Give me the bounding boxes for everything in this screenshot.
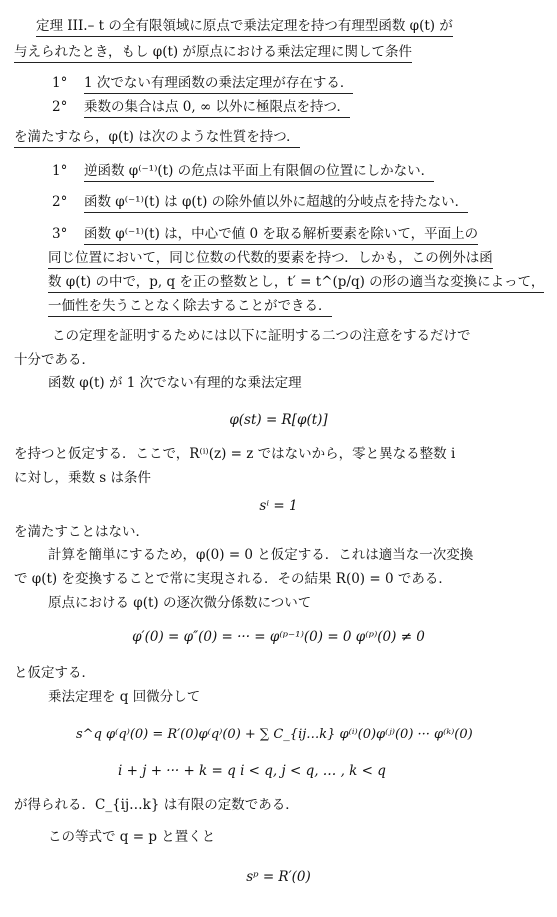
property-3-line-2: 同じ位置において，同じ位数の代数的要素を持つ．しかも，この例外は函 — [48, 249, 493, 269]
equation-1: φ(st) = R[φ(t)] — [229, 412, 328, 428]
paragraph-5-line-2: で φ(t) を変換することで常に実現される．その結果 R(0) = 0 である． — [14, 571, 452, 587]
paragraph-5-line-1: 計算を簡単にするため，φ(0) = 0 と仮定する．これは適当な一次変換 — [48, 547, 474, 563]
paragraph-3-line-1: を持つと仮定する．ここで，R⁽ⁱ⁾(z) = z ではないから，零と異なる整数 i — [14, 446, 456, 462]
paragraph-8: 乗法定理を q 回微分して — [48, 689, 201, 705]
equation-6: sᵖ = R′(0) — [246, 869, 311, 885]
theorem-line-3: を満たすなら，φ(t) は次のような性質を持つ． — [14, 128, 300, 148]
condition-1-number: 1° — [52, 75, 68, 91]
paragraph-9: が得られる．C_{ij…k} は有限の定数である． — [14, 797, 299, 813]
property-1-text: 逆函数 φ⁽⁻¹⁾(t) の危点は平面上有限個の位置にしかない． — [84, 162, 434, 182]
property-3-line-3: 数 φ(t) の中で，p, q を正の整数とし，t′ = t^(p/q) の形の適当な変換によって， — [48, 273, 544, 293]
equation-3: φ′(0) = φ″(0) = ··· = φ⁽ᵖ⁻¹⁾(0) = 0 φ⁽ᵖ⁾(0) ≠ 0 — [132, 629, 425, 645]
theorem-line-2: 与えられたとき，もし φ(t) が原点における乗法定理に関して条件 — [14, 43, 412, 63]
condition-2-text: 乗数の集合は点 0, ∞ 以外に極限点を持つ． — [84, 98, 350, 118]
property-3-line-1: 函数 φ⁽⁻¹⁾(t) は，中心で値 0 を取る解析要素を除いて，平面上の — [84, 225, 478, 245]
paragraph-1-line-1: この定理を証明するためには以下に証明する二つの注意をするだけで — [52, 328, 471, 344]
property-3-line-4: 一価性を失うことなく除去することができる． — [48, 297, 332, 317]
paragraph-3-line-2: に対し，乗数 s は条件 — [14, 470, 152, 486]
condition-2-number: 2° — [52, 99, 68, 115]
paragraph-4: を満たすことはない． — [14, 524, 149, 540]
equation-5: i + j + ··· + k = q i < q, j < q, … , k < q — [118, 763, 386, 779]
paragraph-10: この等式で q = p と置くと — [48, 829, 216, 845]
paragraph-1-line-2: 十分である． — [14, 352, 95, 368]
paragraph-6: 原点における φ(t) の逐次微分係数について — [48, 595, 312, 611]
equation-4: s^q φ⁽q⁾(0) = R′(0)φ⁽q⁾(0) + ∑ C_{ij…k} φ⁽ⁱ⁾(0)φ⁽ʲ⁾(0) ··· φ⁽ᵏ⁾(0) — [76, 727, 473, 742]
theorem-line-1: 定理 III.– t の全有限領域に原点で乗法定理を持つ有理型函数 φ(t) が — [36, 17, 453, 37]
equation-2: sⁱ = 1 — [259, 498, 298, 514]
condition-1-text: 1 次でない有理函数の乗法定理が存在する． — [84, 74, 353, 94]
paragraph-2: 函数 φ(t) が 1 次でない有理的な乗法定理 — [48, 375, 302, 391]
paragraph-7: と仮定する． — [14, 665, 95, 681]
property-2-number: 2° — [52, 194, 68, 210]
property-1-number: 1° — [52, 163, 68, 179]
property-2-text: 函数 φ⁽⁻¹⁾(t) は φ(t) の除外値以外に超越的分岐点を持たない． — [84, 193, 468, 213]
property-3-number: 3° — [52, 226, 68, 242]
